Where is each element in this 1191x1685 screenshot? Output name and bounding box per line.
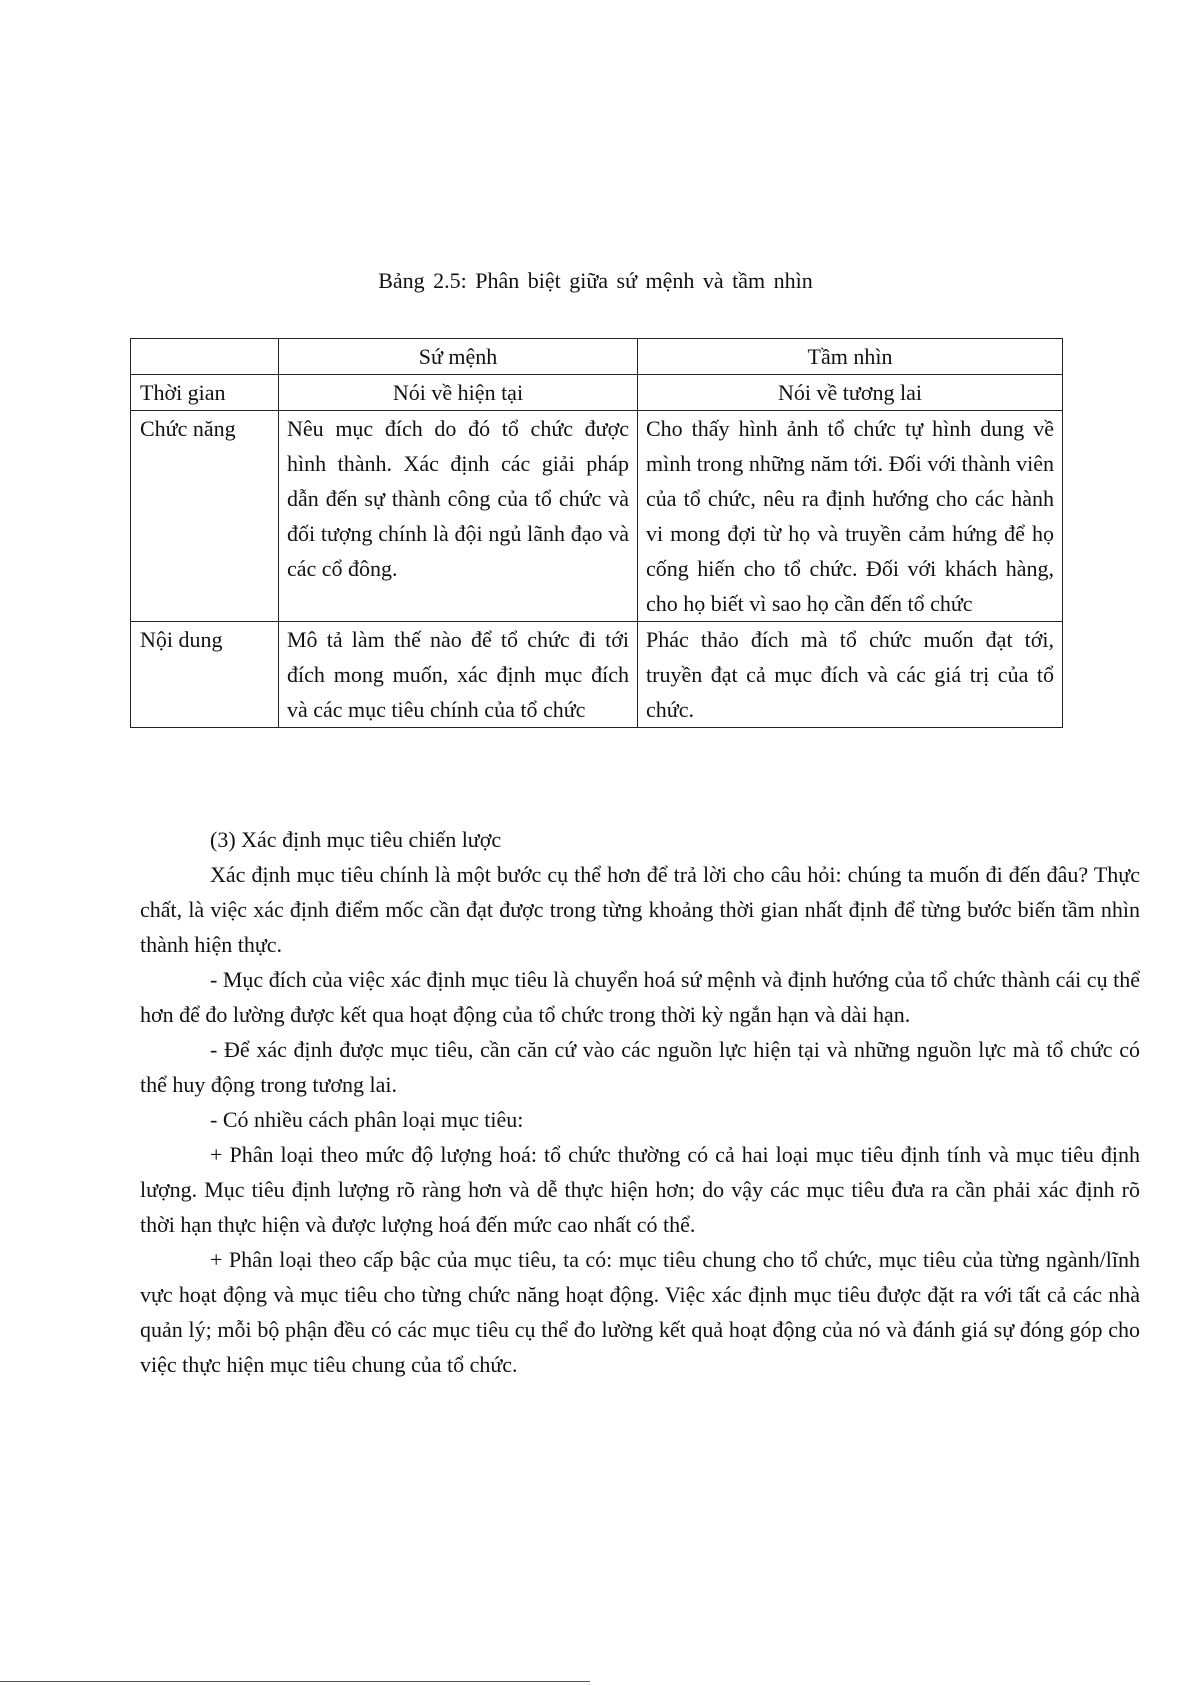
paragraph: - Có nhiều cách phân loại mục tiêu:: [210, 1107, 524, 1132]
footer-divider: [0, 1681, 590, 1682]
table-row: [131, 411, 1063, 622]
table-header-row: [131, 339, 1063, 375]
table-caption: Bảng 2.5: Phân biệt giữa sứ mệnh và tầm nhìn: [378, 268, 813, 293]
header-vision: Tầm nhìn: [638, 339, 1063, 375]
mission-time-cell: Nói về hiện tại: [279, 375, 638, 411]
vision-function-cell: Cho thấy hình ảnh tổ chức tự hình dung về mình trong những năm tới. Đối với thành viên của tổ chức, nêu ra định hướng cho các hành vi mong đợi từ họ và truyền cảm hứng để họ cống hiến cho tổ chức. Đối với khách hàng, cho họ biết vì sao họ cần đến tổ chức: [638, 411, 1063, 622]
row-label-content: Nội dung: [131, 622, 279, 728]
section-heading: (3) Xác định mục tiêu chiến lược: [210, 827, 502, 852]
table-row: [131, 375, 1063, 411]
paragraph: + Phân loại theo cấp bậc của mục tiêu, ta có: mục tiêu chung cho tổ chức, mục tiêu của từng ngành/lĩnh vực hoạt động và mục tiêu cho từng chức năng hoạt động. Việc xác định mục tiêu được đặt ra với tất cả các nhà quản lý; mỗi bộ phận đều có các mục tiêu cụ thể đo lường kết quả hoạt động của nó và đánh giá sự đóng góp cho việc thực hiện mục tiêu chung của tổ chức.: [140, 1247, 1140, 1377]
mission-function-cell: Nêu mục đích do đó tổ chức được hình thành. Xác định các giải pháp dẫn đến sự thành công của tổ chức và đối tượng chính là đội ngủ lãnh đạo và các cổ đông.: [279, 411, 638, 622]
paragraph: Xác định mục tiêu chính là một bước cụ thể hơn để trả lời cho câu hỏi: chúng ta muốn đi đến đâu? Thực chất, là việc xác định điểm mốc cần đạt được trong từng khoảng thời gian nhất định để từng bước biến tầm nhìn thành hiện thực.: [140, 862, 1140, 957]
comparison-table: [130, 338, 1063, 728]
row-label-function: Chức năng: [131, 411, 279, 622]
row-label-time: Thời gian: [131, 375, 279, 411]
paragraph: - Để xác định được mục tiêu, cần căn cứ vào các nguồn lực hiện tại và những nguồn lực mà tổ chức có thể huy động trong tương lai.: [140, 1037, 1140, 1097]
paragraph: - Mục đích của việc xác định mục tiêu là chuyển hoá sứ mệnh và định hướng của tổ chức thành cái cụ thể hơn để đo lường được kết qua hoạt động của tổ chức trong thời kỳ ngắn hạn và dài hạn.: [140, 967, 1140, 1027]
vision-content-cell: Phác thảo đích mà tổ chức muốn đạt tới, truyền đạt cả mục đích và các giá trị của tổ chức.: [638, 622, 1063, 728]
header-mission: Sứ mệnh: [279, 339, 638, 375]
header-empty-cell: [131, 339, 279, 375]
paragraph: + Phân loại theo mức độ lượng hoá: tổ chức thường có cả hai loại mục tiêu định tính và mục tiêu định lượng. Mục tiêu định lượng rõ ràng hơn và dễ thực hiện hơn; do vậy các mục tiêu đưa ra cần phải xác định rõ thời hạn thực hiện và được lượng hoá đến mức cao nhất có thể.: [140, 1142, 1140, 1237]
body-text: [140, 822, 1140, 1382]
vision-time-cell: Nói về tương lai: [638, 375, 1063, 411]
mission-content-cell: Mô tả làm thế nào để tổ chức đi tới đích mong muốn, xác định mục đích và các mục tiêu chính của tổ chức: [279, 622, 638, 728]
table-row: [131, 622, 1063, 728]
